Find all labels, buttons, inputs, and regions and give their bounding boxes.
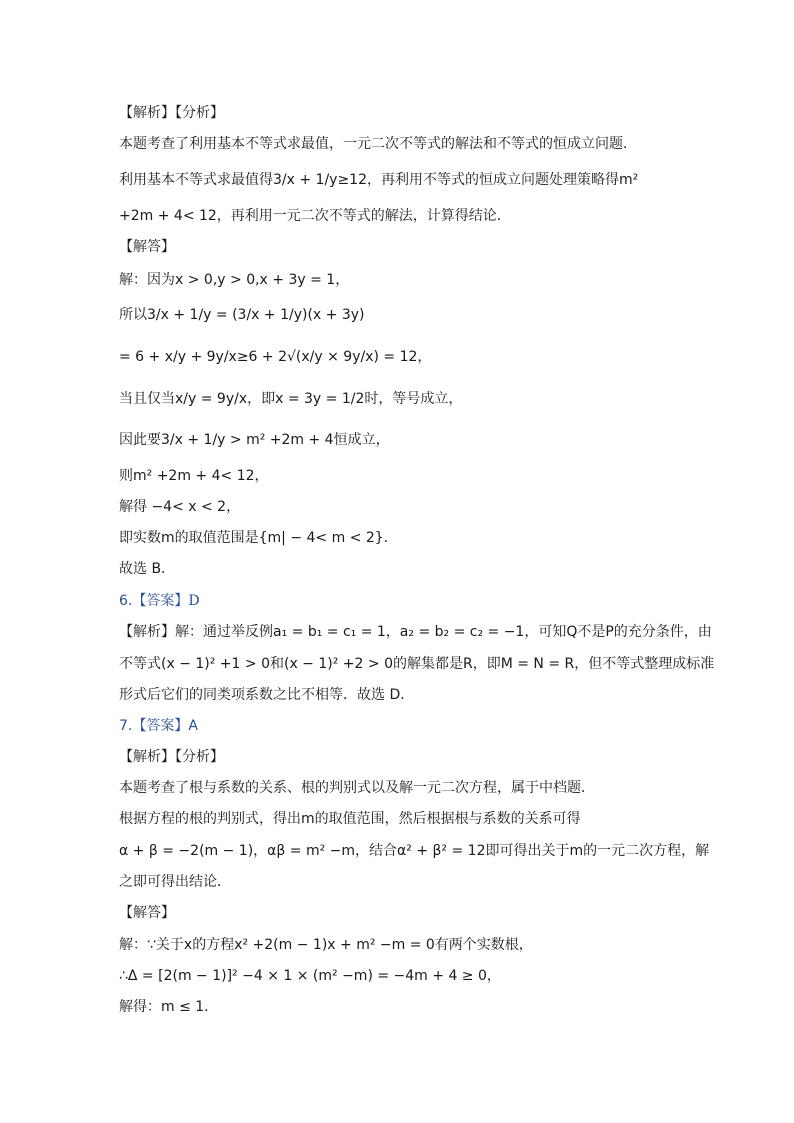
solution-line: 当且仅当x/y = 9y/x，即x = 3y = 1/2时，等号成立，: [119, 391, 463, 407]
analysis-heading: 【解析】【分析】: [119, 105, 224, 121]
analysis-line: α + β = −2(m − 1)，αβ = m² −m，结合α² + β² = 12即可得出关于m的一元二次方程，解: [119, 843, 710, 859]
solution-line: 故选 B．: [119, 561, 176, 577]
answer-value: A: [188, 718, 198, 734]
analysis-line: +2m + 4< 12，再利用一元二次不等式的解法，计算得结论．: [119, 208, 511, 224]
analysis-line: 形式后它们的同类项系数之比不相等．故选 D．: [119, 687, 415, 703]
solution-heading: 【解答】: [119, 239, 175, 255]
answer-value: D: [188, 593, 200, 609]
solution-line: 解得 −4< x < 2，: [119, 499, 241, 515]
analysis-line: 【解析】解：通过举反例a₁ = b₁ = c₁ = 1，a₂ = b₂ = c₂ = −1，可知Q不是P的充分条件，由: [119, 624, 712, 640]
solution-line: 则m² +2m + 4< 12，: [119, 468, 269, 484]
solution-line: = 6 + x/y + 9y/x≥6 + 2√(x/y × 9y/x) = 12，: [119, 349, 432, 365]
solution-line: ∴Δ = [2(m − 1)]² −4 × 1 × (m² −m) = −4m + 4 ≥ 0，: [119, 968, 501, 984]
analysis-heading: 【解析】【分析】: [119, 749, 224, 765]
analysis-line: 根据方程的根的判别式，得出m的取值范围，然后根据根与系数的关系可得: [119, 811, 581, 827]
analysis-summary: 本题考查了根与系数的关系、根的判别式以及解一元二次方程，属于中档题．: [119, 780, 595, 796]
solution-heading: 【解答】: [119, 905, 175, 921]
solution-line: 解：∵关于x的方程x² +2(m − 1)x + m² −m = 0有两个实数根，: [119, 937, 533, 953]
solution-line: 解得：m ≤ 1．: [119, 999, 219, 1015]
solution-line: 解：因为x > 0,y > 0,x + 3y = 1，: [119, 272, 350, 288]
solution-line: 所以3/x + 1/y = (3/x + 1/y)(x + 3y): [119, 307, 365, 323]
answer-7: [119, 716, 198, 736]
solution-line: 因此要3/x + 1/y > m² +2m + 4恒成立，: [119, 432, 390, 448]
answer-6: [119, 591, 200, 611]
analysis-line: 利用基本不等式求最值得3/x + 1/y≥12，再利用不等式的恒成立问题处理策略得m²: [119, 172, 639, 188]
analysis-line: 不等式(x − 1)² +1 > 0和(x − 1)² +2 > 0的解集都是R，即M = N = R，但不等式整理成标准: [119, 656, 715, 672]
analysis-line: 之即可得出结论．: [119, 874, 231, 890]
answer-label: 7.【答案】: [119, 718, 189, 734]
analysis-summary: 本题考查了利用基本不等式求最值，一元二次不等式的解法和不等式的恒成立问题．: [119, 136, 637, 152]
answer-label: 6.【答案】: [119, 593, 189, 609]
solution-line: 即实数m的取值范围是{m| − 4< m < 2}．: [119, 530, 398, 546]
